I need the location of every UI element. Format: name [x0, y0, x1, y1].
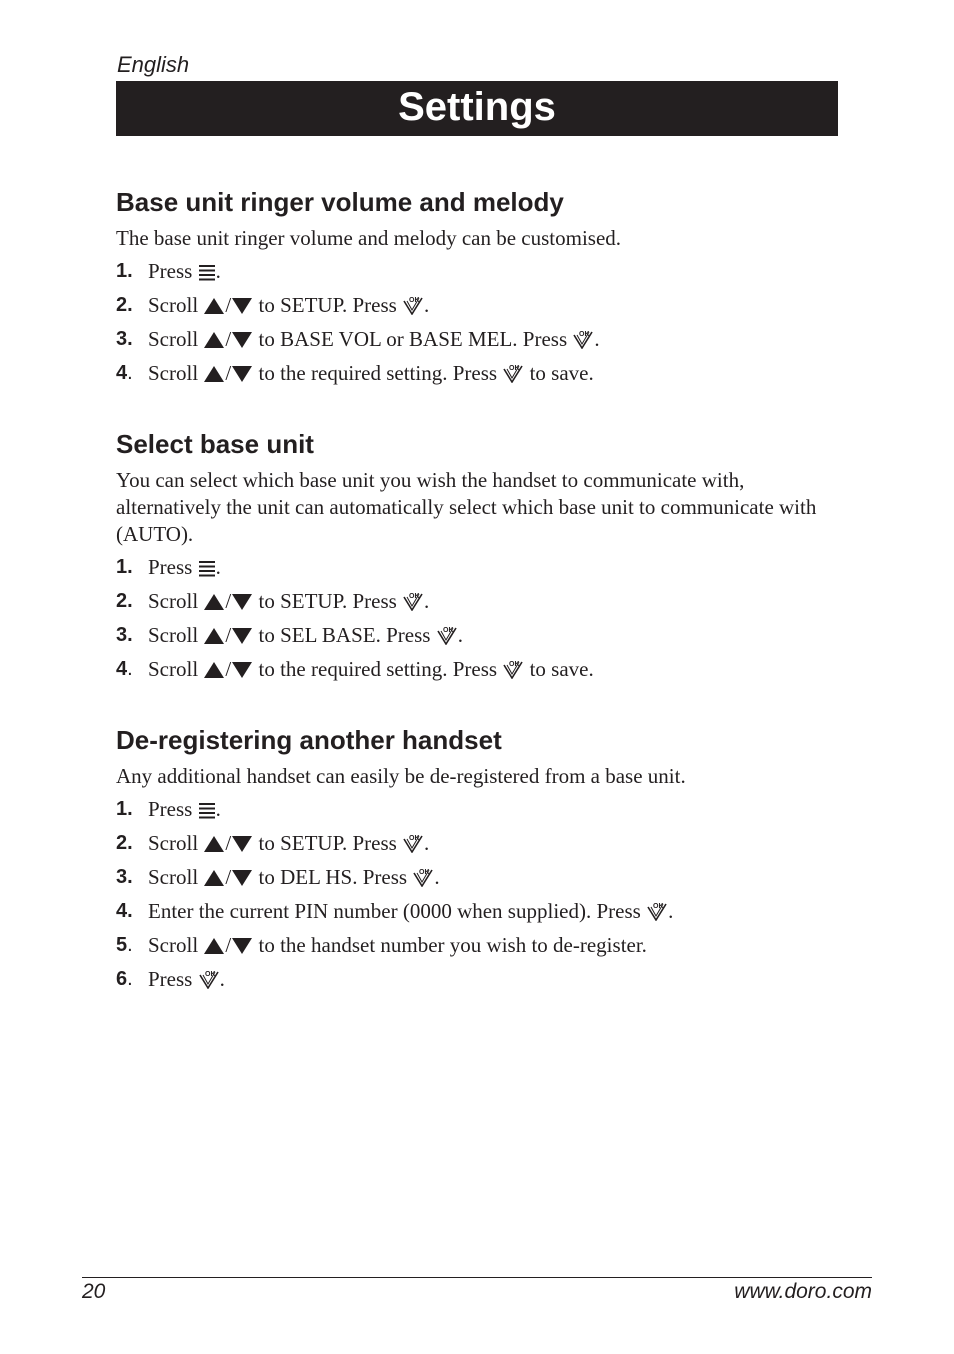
svg-text:OK: OK — [442, 627, 454, 634]
step-item: 2. Scroll / to SETUP. Press OK . — [116, 826, 838, 860]
step-item: 3. Scroll / to SEL BASE. Press OK . — [116, 618, 838, 652]
menu-icon — [198, 795, 216, 829]
section-intro: Any additional handset can easily be de-registered from a base unit. — [116, 764, 686, 788]
ok-icon — [436, 621, 458, 655]
arrow-up-icon — [203, 829, 225, 863]
step-number: 2. — [116, 590, 133, 612]
step-number: 1. — [116, 798, 133, 820]
arrow-down-icon — [231, 621, 253, 655]
step-number: 4. — [116, 362, 133, 384]
step-item: 2. Scroll / to SETUP. Press OK . — [116, 288, 838, 322]
page-number: 20 — [82, 1280, 106, 1303]
svg-text:OK: OK — [509, 661, 520, 668]
step-item: 4. Scroll / to the required setting. Press OK to save. — [116, 652, 838, 686]
arrow-down-icon — [231, 291, 253, 325]
step-item: 4. Scroll / to the required setting. Press OK to save. — [116, 356, 838, 390]
footer-website: www.doro.com — [734, 1280, 872, 1303]
svg-text:OK: OK — [409, 593, 420, 600]
menu-icon — [198, 257, 216, 291]
step-number: 2. — [116, 294, 133, 316]
step-item: 6. Press OK . — [116, 962, 838, 996]
arrow-up-icon — [203, 359, 225, 393]
step-number: 4. — [116, 900, 133, 922]
step-item: 1. Press . — [116, 792, 838, 826]
arrow-down-icon — [231, 829, 253, 863]
footer-divider — [82, 1277, 872, 1278]
ok-icon — [646, 897, 668, 931]
svg-text:OK: OK — [204, 971, 216, 978]
arrow-up-icon — [203, 325, 225, 359]
arrow-down-icon — [231, 359, 253, 393]
step-item: 1. Press . — [116, 550, 838, 584]
arrow-down-icon — [231, 587, 253, 621]
step-number: 3. — [116, 866, 133, 888]
svg-text:OK: OK — [509, 365, 520, 372]
step-item: 3. Scroll / to DEL HS. Press OK . — [116, 860, 838, 894]
section-heading: De-registering another handset — [116, 725, 502, 755]
arrow-up-icon — [203, 291, 225, 325]
menu-icon — [198, 553, 216, 587]
ok-icon — [502, 655, 524, 689]
page-title: Settings — [398, 85, 556, 129]
arrow-up-icon — [203, 931, 225, 965]
ok-icon — [402, 291, 424, 325]
arrow-down-icon — [231, 863, 253, 897]
ok-icon — [502, 359, 524, 393]
step-item: 4. Enter the current PIN number (0000 when supplied). Press OK . — [116, 894, 838, 928]
arrow-up-icon — [203, 655, 225, 689]
arrow-up-icon — [203, 863, 225, 897]
section-intro: You can select which base unit you wish the handset to communicate with, alternatively the unit can automatically select which base unit to communicate with (AUTO). — [116, 468, 817, 546]
svg-text:OK: OK — [653, 903, 664, 910]
arrow-up-icon — [203, 587, 225, 621]
step-number: 1. — [116, 260, 133, 282]
page-title-bar — [116, 81, 838, 136]
ok-icon — [402, 829, 424, 863]
section-heading: Base unit ringer volume and melody — [116, 187, 564, 217]
arrow-down-icon — [231, 931, 253, 965]
svg-text:OK: OK — [579, 331, 590, 338]
step-number: 5. — [116, 934, 133, 956]
step-item: 2. Scroll / to SETUP. Press OK . — [116, 584, 838, 618]
svg-text:OK: OK — [409, 835, 420, 842]
ok-icon — [572, 325, 594, 359]
arrow-up-icon — [203, 621, 225, 655]
arrow-down-icon — [231, 325, 253, 359]
ok-icon — [402, 587, 424, 621]
step-number: 4. — [116, 658, 133, 680]
section-intro: The base unit ringer volume and melody can be customised. — [116, 226, 622, 250]
section-deregister-handset — [116, 725, 838, 996]
svg-text:OK: OK — [409, 297, 420, 304]
step-number: 3. — [116, 624, 133, 646]
ok-icon — [198, 965, 220, 999]
language-label: English — [117, 52, 190, 77]
step-number: 2. — [116, 832, 133, 854]
step-number: 3. — [116, 328, 133, 350]
section-ringer-volume — [116, 187, 838, 390]
step-item: 1. Press . — [116, 254, 838, 288]
ok-icon — [412, 863, 434, 897]
step-item: 5. Scroll / to the handset number you wish to de-register. — [116, 928, 838, 962]
step-number: 6. — [116, 968, 133, 990]
step-number: 1. — [116, 556, 133, 578]
arrow-down-icon — [231, 655, 253, 689]
section-heading: Select base unit — [116, 429, 314, 459]
svg-text:OK: OK — [419, 869, 430, 876]
section-select-base — [116, 429, 838, 686]
step-item: 3. Scroll / to BASE VOL or BASE MEL. Press OK . — [116, 322, 838, 356]
